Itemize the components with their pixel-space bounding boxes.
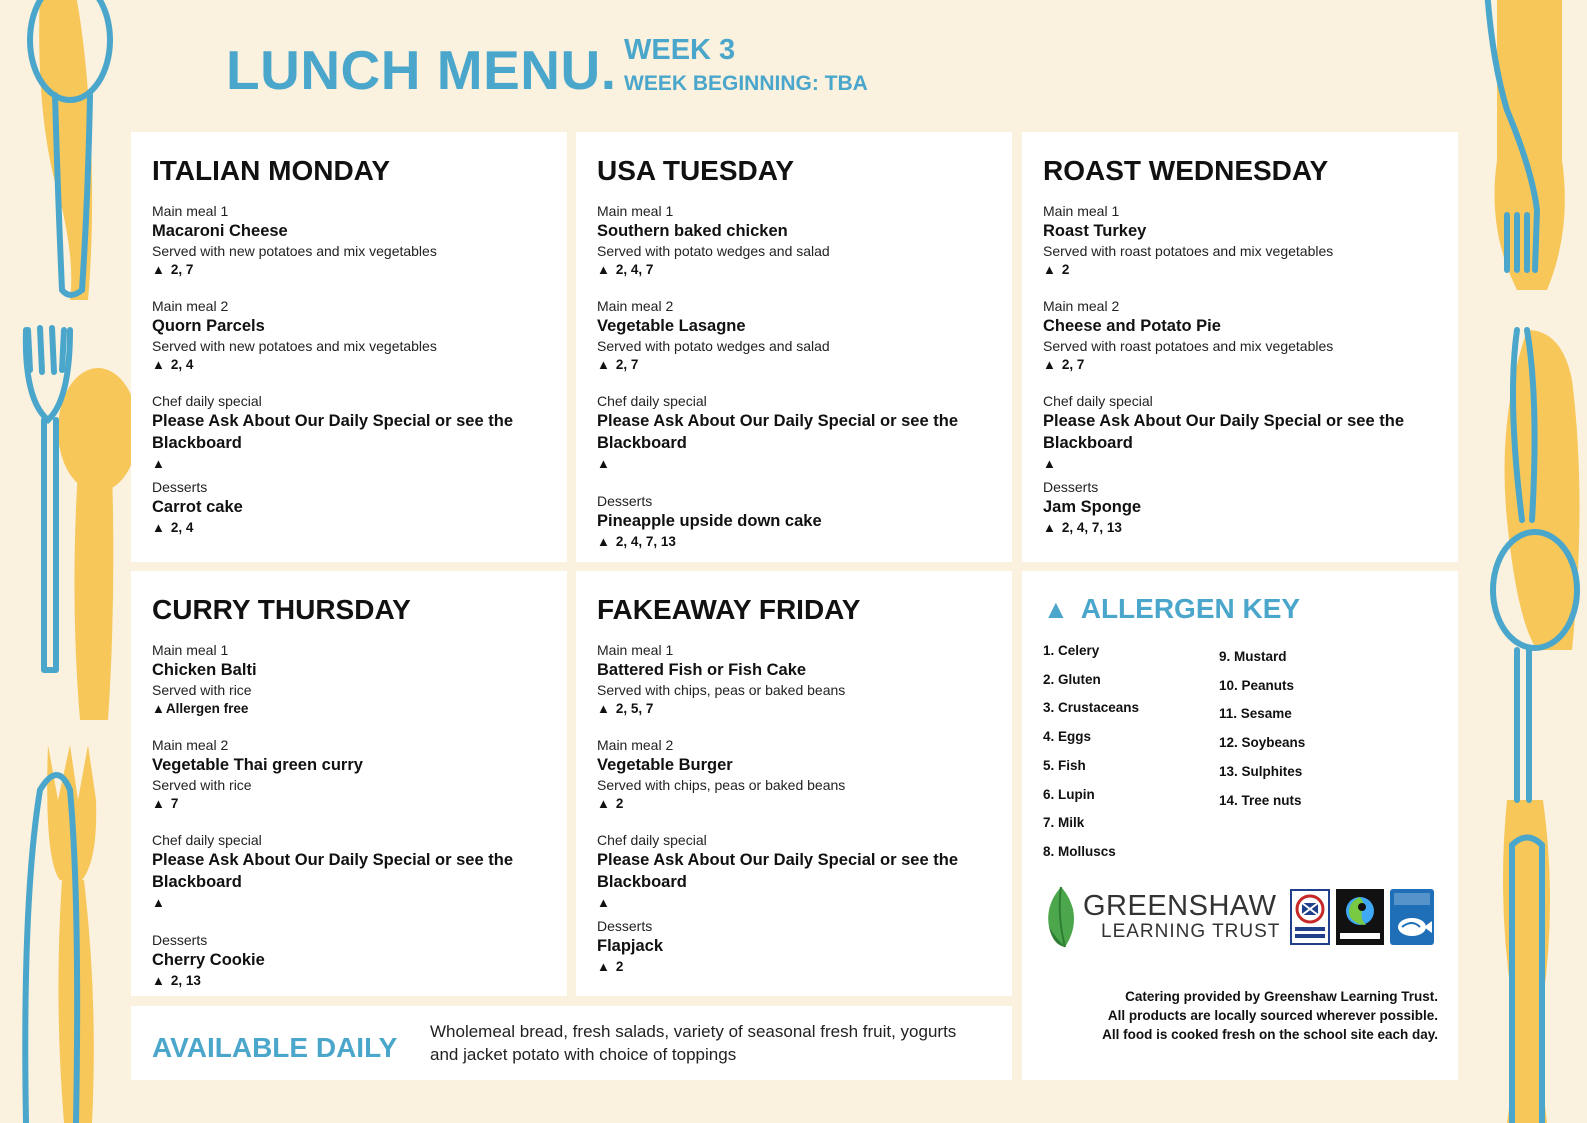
allergen-info bbox=[152, 893, 547, 913]
course-chef-special bbox=[1043, 392, 1438, 474]
allergen-info: ▲ 2, 7 bbox=[152, 261, 194, 277]
allergen-item: 3. Crustaceans bbox=[1043, 700, 1140, 716]
allergen-item: 1. Celery bbox=[1043, 643, 1100, 658]
leaf-logo-icon bbox=[1043, 885, 1079, 949]
course-main-2 bbox=[152, 297, 547, 375]
course-dessert bbox=[152, 478, 547, 538]
cutlery-decoration-left bbox=[0, 0, 150, 1123]
page-title: LUNCH MENU. bbox=[226, 39, 617, 101]
allergen-info bbox=[597, 454, 992, 474]
allergen-info: ▲ 2, 7 bbox=[1043, 356, 1085, 372]
course-main-2 bbox=[152, 736, 547, 814]
allergen-info bbox=[1043, 454, 1438, 474]
week-beginning: WEEK BEGINNING: TBA bbox=[624, 72, 868, 95]
triangle-icon: ▲ bbox=[152, 519, 165, 535]
certification-badges bbox=[1290, 889, 1434, 945]
course-label: Chef daily special bbox=[152, 831, 262, 848]
catering-note-line: All food is cooked fresh on the school site each day. bbox=[1102, 1026, 1438, 1042]
served-with: Served with new potatoes and mix vegetables bbox=[152, 337, 437, 354]
dish-name: Vegetable Burger bbox=[597, 755, 733, 774]
available-daily-card bbox=[131, 1006, 1012, 1080]
allergen-info bbox=[597, 893, 992, 913]
allergen-item: 2. Gluten bbox=[1043, 671, 1101, 687]
allergen-item: 7. Milk bbox=[1043, 815, 1085, 831]
day-title: USA TUESDAY bbox=[597, 155, 795, 186]
catering-note-line: All products are locally sourced wherever possible. bbox=[1107, 1007, 1438, 1023]
course-dessert bbox=[152, 931, 547, 991]
dish-name: Quorn Parcels bbox=[152, 316, 265, 335]
served-with: Served with new potatoes and mix vegetables bbox=[152, 242, 437, 259]
served-with: Served with potato wedges and salad bbox=[597, 242, 830, 259]
course-label: Main meal 1 bbox=[597, 202, 674, 219]
course-dessert bbox=[597, 917, 992, 977]
served-with: Served with chips, peas or baked beans bbox=[597, 681, 846, 698]
dish-name: Vegetable Thai green curry bbox=[152, 755, 363, 774]
triangle-icon: ▲ bbox=[1043, 455, 1056, 471]
allergen-item: 13. Sulphites bbox=[1219, 763, 1303, 779]
course-label: Main meal 2 bbox=[597, 297, 674, 314]
triangle-icon: ▲ bbox=[152, 894, 165, 910]
dish-name: Pineapple upside down cake bbox=[597, 511, 822, 530]
allergen-item: 5. Fish bbox=[1043, 757, 1086, 773]
course-main-1 bbox=[597, 641, 992, 719]
course-chef-special bbox=[152, 831, 547, 913]
triangle-icon: ▲ bbox=[597, 261, 610, 277]
course-chef-special bbox=[152, 392, 547, 474]
allergen-info: ▲ 2 bbox=[1043, 261, 1070, 277]
allergen-info: ▲ 2, 4, 7 bbox=[597, 261, 654, 277]
dish-name: Please Ask About Our Daily Special or see the Blackboard bbox=[597, 850, 958, 891]
course-main-2 bbox=[1043, 297, 1438, 375]
day-title: ROAST WEDNESDAY bbox=[1043, 155, 1329, 186]
brand-name: GREENSHAW bbox=[1083, 889, 1277, 922]
available-daily-text: Wholemeal bread, fresh salads, variety of seasonal fresh fruit, yogurts and jacket potato with choice of toppings bbox=[430, 1022, 957, 1064]
day-card-monday bbox=[131, 132, 567, 562]
triangle-icon: ▲ bbox=[1043, 519, 1056, 535]
course-main-1 bbox=[597, 202, 992, 280]
cutlery-decoration-right bbox=[1477, 0, 1587, 1123]
served-with: Served with roast potatoes and mix vegetables bbox=[1043, 337, 1334, 354]
allergen-info: ▲ 2, 7 bbox=[597, 356, 639, 372]
day-card-tuesday bbox=[576, 132, 1012, 562]
dish-name: Please Ask About Our Daily Special or see the Blackboard bbox=[1043, 411, 1404, 452]
allergen-info: ▲Allergen free bbox=[152, 700, 249, 716]
day-card-thursday bbox=[131, 571, 567, 996]
msc-badge-icon bbox=[1390, 889, 1434, 945]
dish-name: Southern baked chicken bbox=[597, 221, 788, 240]
triangle-icon: ▲ bbox=[152, 455, 165, 471]
fairtrade-badge-icon bbox=[1336, 889, 1384, 945]
brand-subtitle: LEARNING TRUST bbox=[1101, 920, 1281, 942]
triangle-icon: ▲ bbox=[597, 356, 610, 372]
course-main-2 bbox=[597, 297, 992, 375]
course-chef-special bbox=[597, 392, 992, 474]
course-label: Main meal 2 bbox=[152, 736, 229, 753]
day-title: CURRY THURSDAY bbox=[152, 594, 411, 625]
triangle-icon: ▲ bbox=[152, 261, 165, 277]
day-title: FAKEAWAY FRIDAY bbox=[597, 594, 861, 625]
dish-name: Cheese and Potato Pie bbox=[1043, 316, 1221, 335]
course-label: Main meal 1 bbox=[152, 202, 229, 219]
allergen-info: ▲ 2, 4, 7, 13 bbox=[1043, 519, 1122, 535]
allergen-column-2 bbox=[1219, 643, 1395, 867]
allergen-info bbox=[152, 454, 547, 474]
triangle-icon: ▲ bbox=[1043, 356, 1056, 372]
course-main-1 bbox=[152, 202, 547, 280]
allergen-item: 11. Sesame bbox=[1219, 706, 1292, 722]
course-label: Chef daily special bbox=[1043, 392, 1153, 409]
course-main-2 bbox=[597, 736, 992, 814]
week-number: WEEK 3 bbox=[624, 34, 736, 66]
day-card-wednesday bbox=[1022, 132, 1458, 562]
triangle-icon: ▲ bbox=[1043, 593, 1069, 624]
allergen-info: ▲ 2, 13 bbox=[152, 972, 201, 988]
course-label: Main meal 1 bbox=[597, 641, 674, 658]
course-label: Chef daily special bbox=[597, 831, 707, 848]
course-label: Main meal 1 bbox=[152, 641, 229, 658]
red-tractor-badge-icon bbox=[1290, 889, 1330, 945]
course-label: Main meal 2 bbox=[152, 297, 229, 314]
allergen-info: ▲ 2 bbox=[597, 958, 624, 974]
course-dessert bbox=[597, 492, 992, 552]
course-label: Desserts bbox=[152, 931, 208, 948]
allergen-item: 8. Molluscs bbox=[1043, 843, 1116, 859]
course-main-1 bbox=[152, 641, 547, 719]
allergen-key-card bbox=[1022, 571, 1458, 1080]
dish-name: Vegetable Lasagne bbox=[597, 316, 746, 335]
course-label: Main meal 2 bbox=[597, 736, 674, 753]
allergen-info: ▲ 7 bbox=[152, 795, 179, 811]
served-with: Served with rice bbox=[152, 776, 252, 793]
dish-name: Roast Turkey bbox=[1043, 221, 1147, 240]
brand-logo-text bbox=[1083, 891, 1280, 943]
allergen-info: ▲ 2 bbox=[597, 795, 624, 811]
triangle-icon: ▲ bbox=[597, 455, 610, 471]
catering-note bbox=[1043, 987, 1438, 1044]
allergen-info: ▲ 2, 5, 7 bbox=[597, 700, 654, 716]
triangle-icon: ▲ bbox=[152, 795, 165, 811]
allergen-item: 6. Lupin bbox=[1043, 786, 1095, 802]
allergen-item: 14. Tree nuts bbox=[1219, 792, 1302, 808]
course-label: Main meal 2 bbox=[1043, 297, 1120, 314]
course-chef-special bbox=[597, 831, 992, 913]
dish-name: Carrot cake bbox=[152, 497, 243, 516]
triangle-icon: ▲ bbox=[597, 700, 610, 716]
course-label: Chef daily special bbox=[152, 392, 262, 409]
dish-name: Please Ask About Our Daily Special or see the Blackboard bbox=[152, 850, 513, 891]
allergen-info: ▲ 2, 4 bbox=[152, 356, 194, 372]
dish-name: Battered Fish or Fish Cake bbox=[597, 660, 807, 679]
allergen-column-1 bbox=[1043, 637, 1219, 867]
served-with: Served with chips, peas or baked beans bbox=[597, 776, 846, 793]
served-with: Served with potato wedges and salad bbox=[597, 337, 830, 354]
allergen-info: ▲ 2, 4 bbox=[152, 519, 194, 535]
brand-row bbox=[1043, 885, 1438, 949]
available-daily-title: AVAILABLE DAILY bbox=[152, 1032, 398, 1063]
served-with: Served with rice bbox=[152, 681, 252, 698]
triangle-icon: ▲ bbox=[597, 958, 610, 974]
catering-note-line: Catering provided by Greenshaw Learning Trust. bbox=[1125, 988, 1438, 1004]
allergen-item: 10. Peanuts bbox=[1219, 677, 1295, 693]
served-with: Served with roast potatoes and mix vegetables bbox=[1043, 242, 1334, 259]
triangle-icon: ▲ bbox=[597, 533, 610, 549]
dish-name: Please Ask About Our Daily Special or see the Blackboard bbox=[152, 411, 513, 452]
day-title: ITALIAN MONDAY bbox=[152, 155, 390, 186]
course-label: Chef daily special bbox=[597, 392, 707, 409]
dish-name: Chicken Balti bbox=[152, 660, 257, 679]
allergen-list bbox=[1043, 637, 1438, 867]
dish-name: Please Ask About Our Daily Special or see the Blackboard bbox=[597, 411, 958, 452]
allergen-info: ▲ 2, 4, 7, 13 bbox=[597, 533, 676, 549]
course-label: Desserts bbox=[597, 917, 653, 934]
dish-name: Cherry Cookie bbox=[152, 950, 265, 969]
allergen-item: 12. Soybeans bbox=[1219, 735, 1306, 751]
triangle-icon: ▲ bbox=[152, 356, 165, 372]
dish-name: Flapjack bbox=[597, 936, 664, 955]
triangle-icon: ▲ bbox=[597, 894, 610, 910]
allergen-item: 9. Mustard bbox=[1219, 649, 1287, 664]
day-card-friday bbox=[576, 571, 1012, 996]
course-main-1 bbox=[1043, 202, 1438, 280]
course-dessert bbox=[1043, 478, 1438, 538]
course-label: Desserts bbox=[152, 478, 208, 495]
triangle-icon: ▲ bbox=[1043, 261, 1056, 277]
course-label: Desserts bbox=[597, 492, 653, 509]
dish-name: Macaroni Cheese bbox=[152, 221, 288, 240]
dish-name: Jam Sponge bbox=[1043, 497, 1142, 516]
allergen-key-title: ▲ ALLERGEN KEY bbox=[1043, 593, 1301, 624]
triangle-icon: ▲ bbox=[152, 972, 165, 988]
triangle-icon: ▲ bbox=[597, 795, 610, 811]
allergen-item: 4. Eggs bbox=[1043, 729, 1092, 745]
course-label: Desserts bbox=[1043, 478, 1099, 495]
course-label: Main meal 1 bbox=[1043, 202, 1120, 219]
triangle-icon: ▲ bbox=[152, 700, 165, 716]
